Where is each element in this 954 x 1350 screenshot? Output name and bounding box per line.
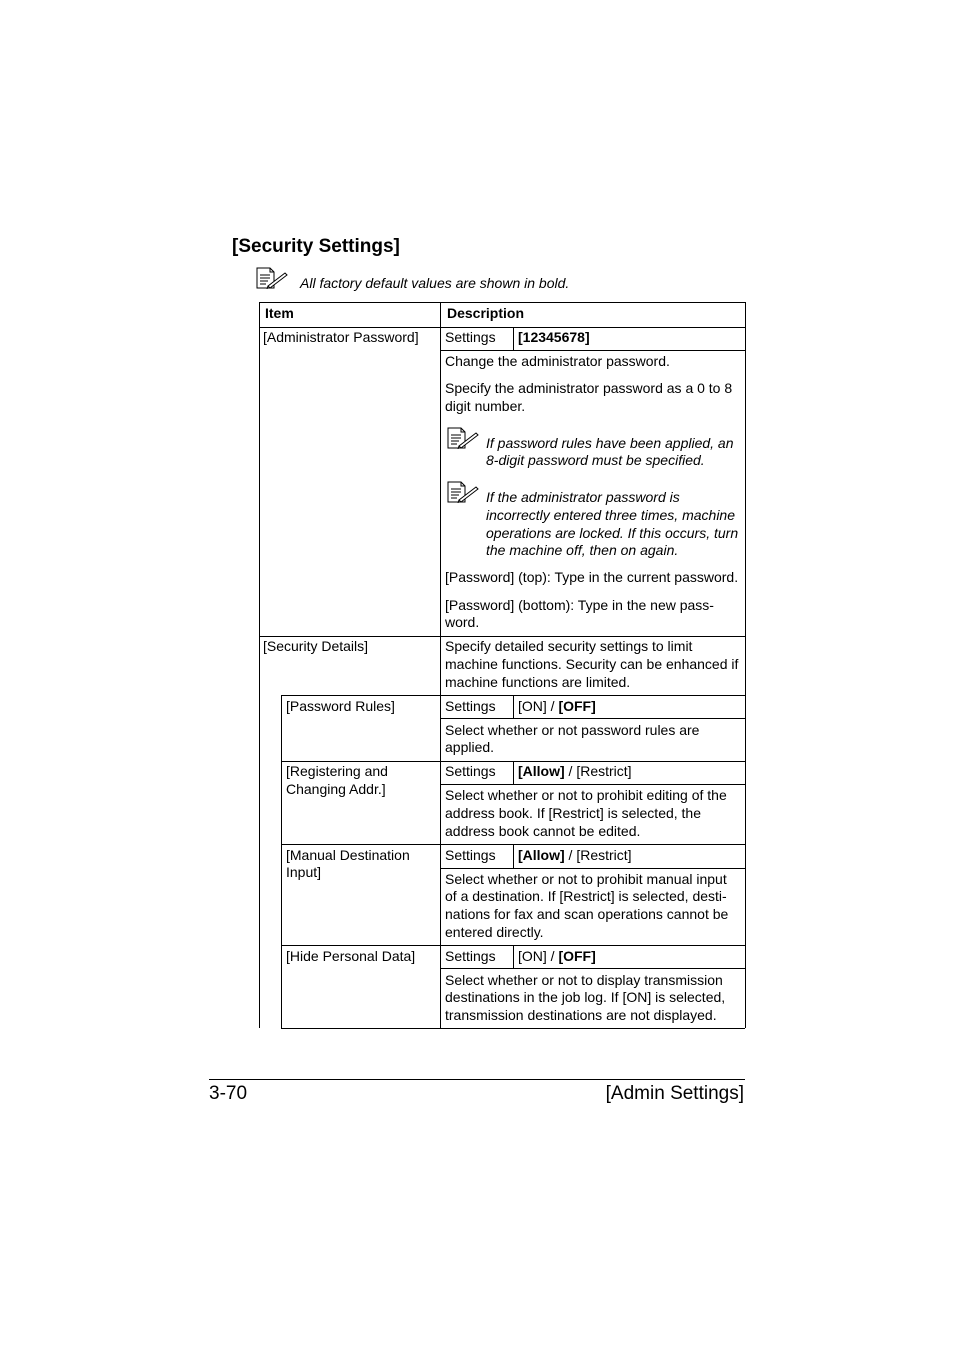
- description-text: Specify detailed security settings to limit: [445, 638, 693, 654]
- description-text: entered directly.: [445, 924, 544, 940]
- option-off-default: [OFF]: [558, 948, 596, 964]
- registering-item: Changing Addr.]: [286, 781, 386, 797]
- hide-personal-data-item: [Hide Personal Data]: [286, 948, 416, 964]
- option-on: [ON]: [518, 698, 547, 714]
- description-text: Select whether or not password rules are: [445, 722, 700, 738]
- registering-item: [Registering and: [286, 763, 388, 779]
- description-text: machine functions. Security can be enhanced if: [445, 656, 739, 672]
- description-text: Select whether or not to prohibit manual input: [445, 871, 727, 887]
- description-text: machine functions are limited.: [445, 674, 631, 690]
- description-text: Select whether or not to display transmission: [445, 972, 723, 988]
- description-text: Change the administrator password.: [445, 353, 670, 369]
- manual-destination-item: Input]: [286, 864, 322, 880]
- settings-options: [ON] / [OFF]: [518, 698, 596, 714]
- settings-label: Settings: [445, 948, 496, 964]
- option-allow-default: [Allow]: [518, 763, 565, 779]
- admin-password-default: [12345678]: [518, 329, 590, 345]
- description-text: nations for fax and scan operations cannot be: [445, 906, 729, 922]
- note-text: If password rules have been applied, an: [486, 435, 734, 451]
- description-text: Specify the administrator password as a 0 to 8: [445, 380, 733, 396]
- note-text: If the administrator password is: [486, 489, 680, 505]
- description-text: Select whether or not to prohibit editing of the: [445, 787, 727, 803]
- note-pencil-icon: [447, 481, 479, 503]
- description-text: of a destination. If [Restrict] is selected, desti-: [445, 888, 727, 904]
- description-text: destinations in the job log. If [ON] is selected,: [445, 989, 726, 1005]
- settings-label: Settings: [445, 763, 496, 779]
- default-values-note: All factory default values are shown in bold.: [300, 275, 570, 291]
- option-on: [ON]: [518, 948, 547, 964]
- settings-options: [Allow] / [Restrict]: [518, 763, 632, 779]
- header-item: Item: [265, 305, 294, 321]
- option-restrict: [Restrict]: [576, 847, 632, 863]
- settings-options: [ON] / [OFF]: [518, 948, 596, 964]
- note-pencil-icon: [256, 267, 288, 289]
- page-title: [Security Settings]: [232, 236, 400, 257]
- manual-destination-item: [Manual Destination: [286, 847, 410, 863]
- note-text: incorrectly entered three times, machine: [486, 507, 735, 523]
- description-text: digit number.: [445, 398, 526, 414]
- option-restrict: [Restrict]: [576, 763, 632, 779]
- header-description: Description: [447, 305, 525, 321]
- admin-password-item: [Administrator Password]: [263, 329, 419, 345]
- description-text: word.: [445, 614, 480, 630]
- settings-options: [Allow] / [Restrict]: [518, 847, 632, 863]
- description-text: address book cannot be edited.: [445, 823, 641, 839]
- security-details-item: [Security Details]: [263, 638, 369, 654]
- description-text: [Password] (bottom): Type in the new pass-: [445, 597, 714, 613]
- section-name: [Admin Settings]: [605, 1083, 744, 1104]
- note-text: 8-digit password must be specified.: [486, 452, 705, 468]
- description-text: address book. If [Restrict] is selected, the: [445, 805, 702, 821]
- settings-label: Settings: [445, 847, 496, 863]
- option-off-default: [OFF]: [558, 698, 596, 714]
- settings-label: Settings: [445, 698, 496, 714]
- page-number: 3-70: [209, 1083, 248, 1104]
- description-text: transmission destinations are not displayed.: [445, 1007, 717, 1023]
- description-text: [Password] (top): Type in the current password.: [445, 569, 739, 585]
- settings-label: Settings: [445, 329, 496, 345]
- description-text: applied.: [445, 739, 495, 755]
- password-rules-item: [Password Rules]: [286, 698, 395, 714]
- option-allow-default: [Allow]: [518, 847, 565, 863]
- note-text: operations are locked. If this occurs, turn: [486, 525, 739, 541]
- note-pencil-icon: [447, 427, 479, 449]
- note-text: the machine off, then on again.: [486, 542, 679, 558]
- footer-divider: [209, 1079, 745, 1080]
